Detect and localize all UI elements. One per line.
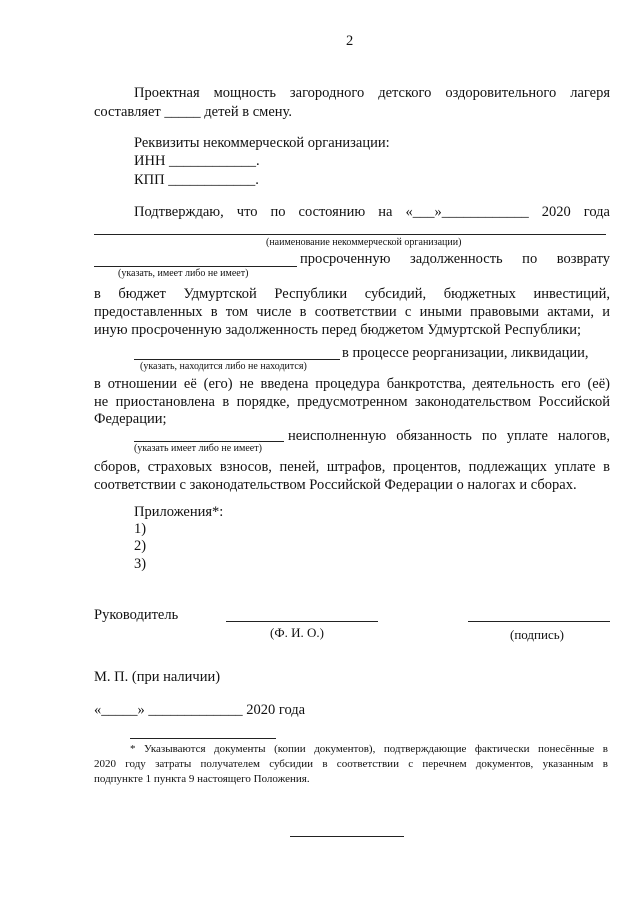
debt-line-2: в бюджет Удмуртской Республики субсидий, бюджетных инвестиций,	[94, 286, 610, 302]
reorg-hint: (указать, находится либо не находится)	[140, 361, 307, 372]
stamp-note: М. П. (при наличии)	[94, 669, 221, 685]
footnote-line-2: 2020 году затраты получателем субсидии в соответствии с перечнем документов, указанным в	[94, 758, 608, 770]
fio-label: (Ф. И. О.)	[270, 625, 324, 640]
appendix-item: 2)	[134, 538, 147, 554]
debt-blank-line	[94, 266, 297, 267]
footnote-line-1: * Указываются документы (копии документов), подтверждающие фактически понесённые в	[130, 743, 608, 755]
org-name-line	[94, 234, 606, 235]
reorg-line-4: Федерации;	[94, 411, 167, 427]
end-separator	[290, 836, 404, 837]
appendix-item: 3)	[134, 556, 147, 572]
fio-line	[226, 621, 378, 622]
confirm-lead: Подтверждаю, что по состоянию на «___»____________ 2020 года	[134, 204, 610, 220]
tax-line-2: сборов, страховых взносов, пеней, штрафов, процентов, подлежащих уплате в	[94, 459, 610, 475]
debt-hint: (указать, имеет либо не имеет)	[118, 268, 249, 279]
date-line: «_____» _____________ 2020 года	[94, 702, 306, 718]
appendix-item: 1)	[134, 521, 147, 537]
capacity-line-1: Проектная мощность загородного детского оздоровительного лагеря	[134, 85, 610, 101]
debt-line-3: предоставленных в том числе в соответствии с иными правовыми актами, и	[94, 304, 610, 320]
reorg-line-3: не приостановлена в порядке, предусмотренном законодательством Российской	[94, 394, 610, 410]
kpp-field: КПП ____________.	[134, 172, 259, 188]
tax-hint: (указать имеет либо не имеет)	[134, 443, 262, 454]
debt-line-4: иную просроченную задолженность перед бюджетом Удмуртской Республики;	[94, 322, 582, 338]
reorg-line-2: в отношении её (его) не введена процедура банкротства, деятельность его (её)	[94, 376, 610, 392]
page-number: 2	[346, 33, 354, 49]
org-name-hint: (наименование некоммерческой организации)	[266, 237, 462, 248]
requisites-heading: Реквизиты некоммерческой организации:	[134, 135, 390, 151]
reorg-blank-line	[134, 359, 340, 360]
inn-field: ИНН ____________.	[134, 153, 260, 169]
signature-label: (подпись)	[510, 627, 564, 642]
footnote-line-3: подпункте 1 пункта 9 настоящего Положения.	[94, 773, 310, 785]
tax-first-line: неисполненную обязанность по уплате налогов,	[288, 428, 610, 444]
capacity-line-2: составляет _____ детей в смену.	[94, 104, 292, 120]
tax-blank-line	[134, 441, 284, 442]
debt-first-line: просроченную задолженность по возврату	[300, 251, 610, 267]
signature-line	[468, 621, 610, 622]
head-label: Руководитель	[94, 607, 179, 623]
tax-line-3: соответствии с законодательством Российской Федерации о налогах и сборах.	[94, 477, 577, 493]
appendix-heading: Приложения*:	[134, 504, 224, 520]
footnote-separator	[130, 738, 276, 739]
reorg-first-line: в процессе реорганизации, ликвидации,	[342, 345, 589, 361]
